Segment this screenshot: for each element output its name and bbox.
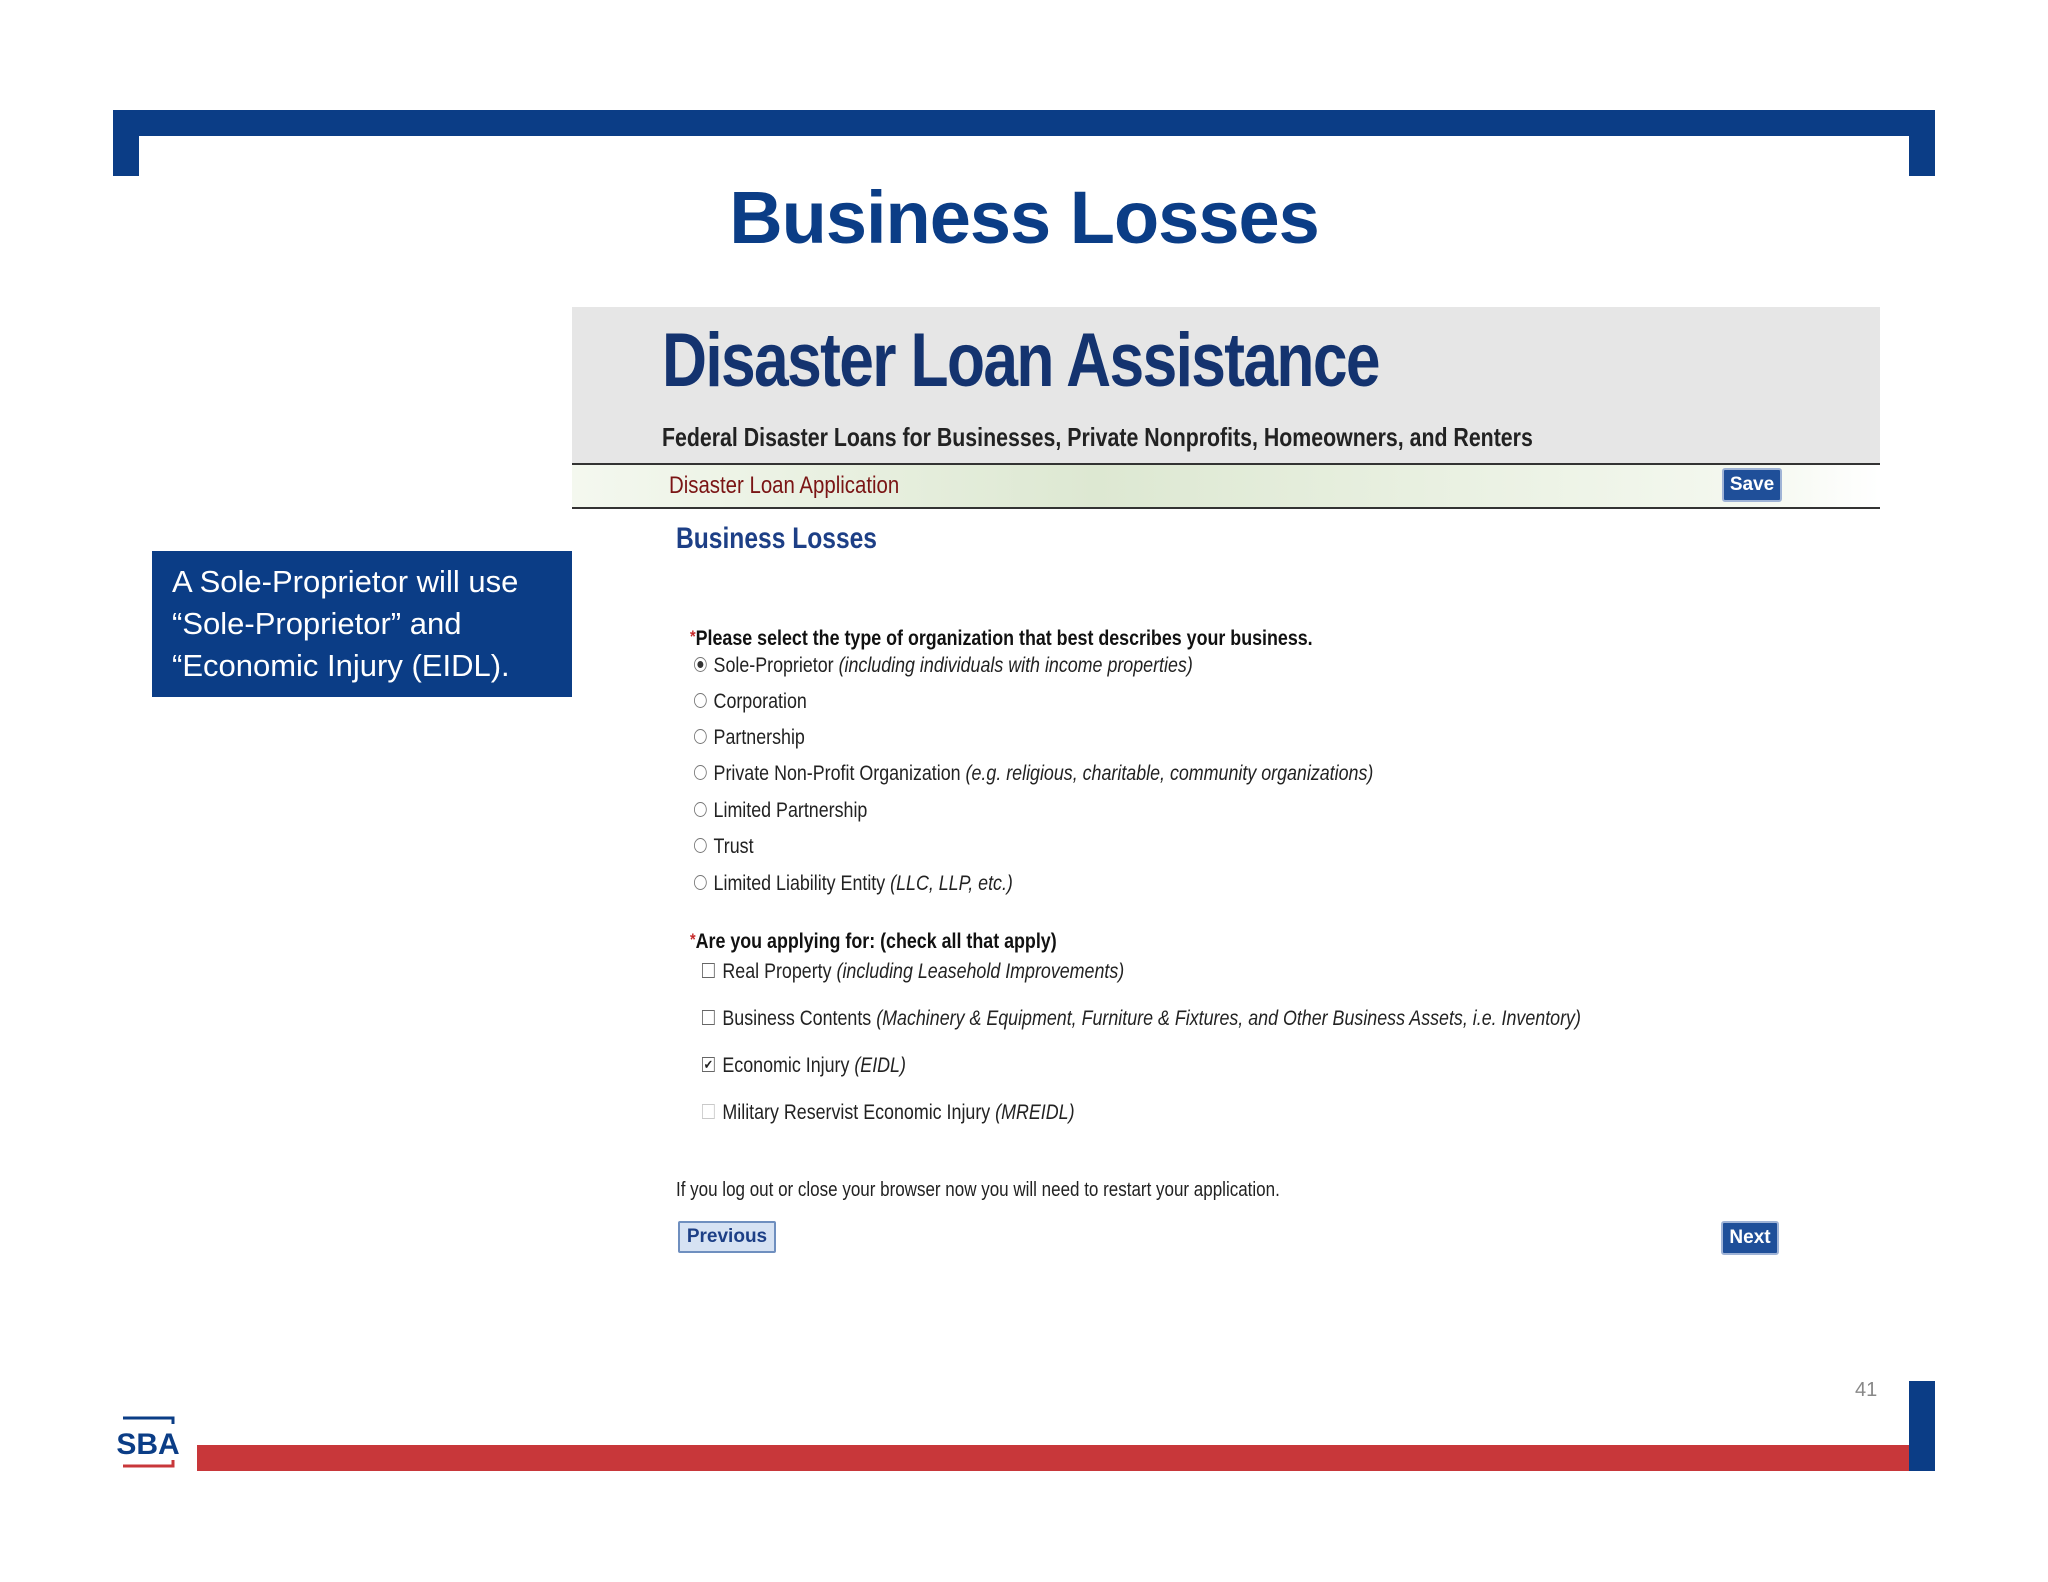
checkbox-unchecked[interactable] bbox=[702, 963, 715, 978]
previous-button[interactable]: Previous bbox=[678, 1221, 776, 1253]
app-header bbox=[572, 307, 1880, 463]
apply-for-question-text: Are you applying for: (check all that apply) bbox=[695, 930, 1057, 953]
org-option-private-non-profit[interactable] bbox=[694, 761, 1373, 787]
radio-unselected[interactable] bbox=[694, 838, 707, 853]
option-label: Economic Injury bbox=[722, 1054, 850, 1077]
checkbox-unchecked[interactable] bbox=[702, 1010, 715, 1025]
application-bar-label: Disaster Loan Application bbox=[669, 472, 900, 499]
footer-red-bar bbox=[197, 1445, 1909, 1471]
radio-selected[interactable] bbox=[694, 657, 707, 672]
option-label: Limited Partnership bbox=[713, 799, 868, 822]
checkbox-checked[interactable]: ✔ bbox=[703, 1056, 714, 1072]
apply-option-military-reservist bbox=[702, 1100, 1075, 1126]
radio-unselected[interactable] bbox=[694, 765, 707, 780]
option-label: Trust bbox=[713, 835, 754, 858]
option-label: Real Property bbox=[722, 960, 832, 983]
slide-frame-top bbox=[113, 110, 1935, 136]
option-label: Private Non-Profit Organization bbox=[713, 762, 961, 785]
app-subtitle: Federal Disaster Loans for Businesses, Private Nonprofits, Homeowners, and Renters bbox=[662, 422, 1533, 452]
radio-unselected[interactable] bbox=[694, 729, 707, 744]
org-option-sole-proprietor[interactable] bbox=[694, 653, 1193, 679]
option-label: Partnership bbox=[713, 726, 805, 749]
apply-option-business-contents[interactable] bbox=[702, 1006, 1581, 1032]
option-hint: (LLC, LLP, etc.) bbox=[890, 872, 1013, 895]
option-hint: (including individuals with income properties) bbox=[838, 654, 1193, 677]
slide-frame-left bbox=[113, 110, 139, 176]
option-hint: (MREIDL) bbox=[995, 1101, 1075, 1124]
option-label: Sole-Proprietor bbox=[713, 654, 834, 677]
sba-logo-icon bbox=[113, 1412, 183, 1472]
apply-option-real-property[interactable] bbox=[702, 959, 1124, 985]
save-button[interactable]: Save bbox=[1722, 468, 1782, 502]
callout-box: A Sole-Proprietor will use “Sole-Proprietor” and “Economic Injury (EIDL). bbox=[152, 551, 572, 697]
required-marker: * bbox=[690, 930, 696, 949]
app-screenshot bbox=[572, 307, 1880, 1307]
slide-frame-footer-right bbox=[1909, 1381, 1935, 1471]
required-marker: * bbox=[690, 627, 696, 646]
option-label: Corporation bbox=[713, 690, 807, 713]
apply-for-question bbox=[690, 930, 1057, 954]
restart-notice: If you log out or close your browser now you will need to restart your application. bbox=[676, 1179, 1280, 1201]
option-label: Business Contents bbox=[722, 1007, 872, 1030]
option-label: Military Reservist Economic Injury bbox=[722, 1101, 991, 1124]
org-option-trust[interactable] bbox=[694, 834, 754, 860]
org-option-partnership[interactable] bbox=[694, 725, 805, 751]
slide-title: Business Losses bbox=[729, 176, 1319, 259]
org-option-llc[interactable] bbox=[694, 871, 1013, 897]
checkbox-disabled bbox=[702, 1104, 715, 1119]
section-title: Business Losses bbox=[676, 522, 878, 555]
application-bar bbox=[572, 463, 1880, 509]
org-type-question bbox=[690, 627, 1313, 651]
option-hint: (EIDL) bbox=[854, 1054, 906, 1077]
org-option-limited-partnership[interactable] bbox=[694, 798, 867, 824]
org-type-question-text: Please select the type of organization that best describes your business. bbox=[695, 627, 1313, 650]
option-label: Limited Liability Entity bbox=[713, 872, 886, 895]
option-hint: (e.g. religious, charitable, community organizations) bbox=[965, 762, 1374, 785]
sba-logo-text: SBA bbox=[116, 1428, 180, 1461]
option-hint: (Machinery & Equipment, Furniture & Fixtures, and Other Business Assets, i.e. Inventory) bbox=[876, 1007, 1581, 1030]
next-button[interactable]: Next bbox=[1721, 1221, 1779, 1255]
slide-frame-right bbox=[1909, 110, 1935, 176]
radio-unselected[interactable] bbox=[694, 693, 707, 708]
option-hint: (including Leasehold Improvements) bbox=[836, 960, 1125, 983]
org-option-corporation[interactable] bbox=[694, 689, 807, 715]
radio-unselected[interactable] bbox=[694, 802, 707, 817]
apply-option-economic-injury[interactable] bbox=[702, 1053, 906, 1079]
app-title: Disaster Loan Assistance bbox=[662, 318, 1379, 403]
page-number: 41 bbox=[1855, 1379, 1878, 1401]
radio-unselected[interactable] bbox=[694, 875, 707, 890]
